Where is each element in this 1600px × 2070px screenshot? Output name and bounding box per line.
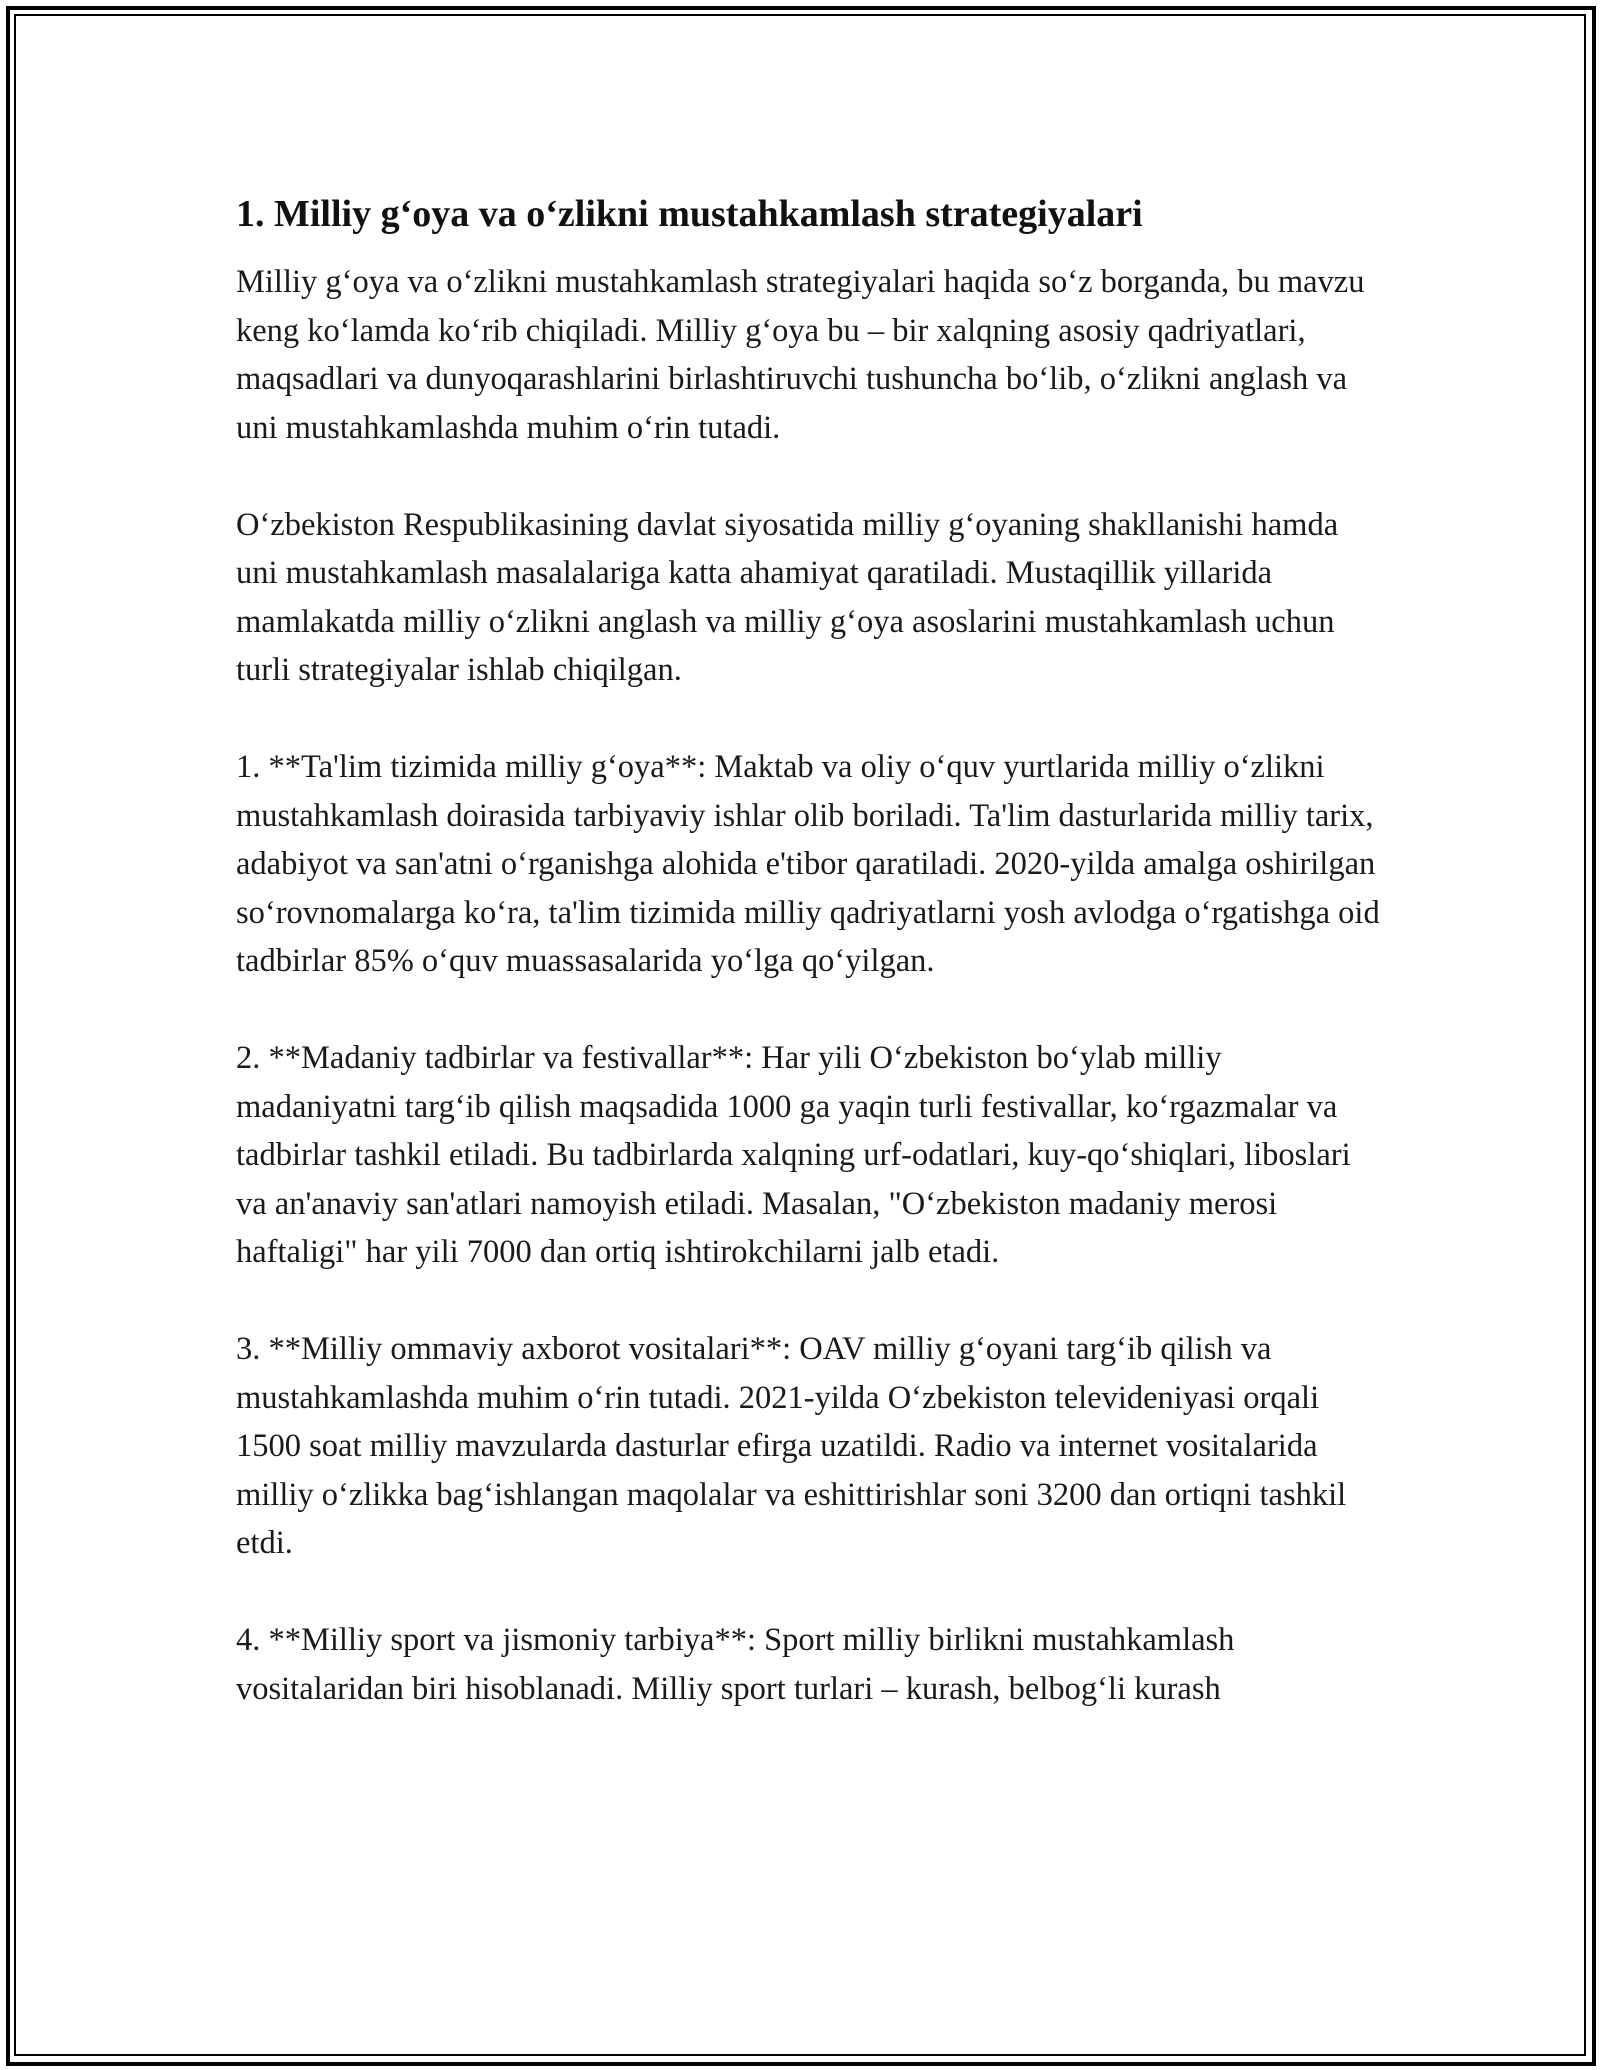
- paragraph-state-policy: O‘zbekiston Respublikasining davlat siyosatida milliy g‘oyaning shakllanishi hamda uni mustahkamlash masalalariga katta ahamiyat qaratiladi. Mustaqillik yillarida mamlakatda milliy o‘zlikni anglash va milliy g‘oya asoslarini mustahkamlash uchun turli strategiyalar ishlab chiqilgan.: [236, 506, 1339, 688]
- section-heading: 1. Milliy g‘oya va o‘zlikni mustahkamlash strategiyalari: [236, 193, 1143, 235]
- paragraph-education: 1. **Ta'lim tizimida milliy g‘oya**: Maktab va oliy o‘quv yurtlarida milliy o‘zlikni mustahkamlash doirasida tarbiyaviy ishlar olib boriladi. Ta'lim dasturlarida milliy tarix, adabiyot va san'atni o‘rganishga alohida e'tibor qaratiladi. 2020-yilda amalga oshirilgan so‘rovnomalarga ko‘ra, ta'lim tizimida milliy qadriyatlarni yosh avlodga o‘rgatishga oid tadbirlar 85% o‘quv muassasalarida yo‘lga qo‘yilgan.: [236, 749, 1380, 979]
- paragraph-sport: 4. **Milliy sport va jismoniy tarbiya**: Sport milliy birlikni mustahkamlash vositalaridan biri hisoblanadi. Milliy sport turlari – kurash, belbog‘li kurash: [236, 1622, 1235, 1707]
- paragraph-intro: Milliy g‘oya va o‘zlikni mustahkamlash strategiyalari haqida so‘z borganda, bu mavzu keng ko‘lamda ko‘rib chiqiladi. Milliy g‘oya bu – bir xalqning asosiy qadriyatlari, maqsadlari va dunyoqarashlarini birlashtiruvchi tushuncha bo‘lib, o‘zlikni anglash va uni mustahkamlashda muhim o‘rin tutadi.: [236, 264, 1365, 446]
- paragraph-cultural-events: 2. **Madaniy tadbirlar va festivallar**: Har yili O‘zbekiston bo‘ylab milliy madaniyatni targ‘ib qilish maqsadida 1000 ga yaqin turli festivallar, ko‘rgazmalar va tadbirlar tashkil etiladi. Bu tadbirlarda xalqning urf-odatlari, kuy-qo‘shiqlari, liboslari va an'anaviy san'atlari namoyish etiladi. Masalan, "O‘zbekiston madaniy merosi haftaligi" har yili 7000 dan ortiq ishtirokchilarni jalb etadi.: [236, 1040, 1351, 1270]
- paragraph-mass-media: 3. **Milliy ommaviy axborot vositalari**: OAV milliy g‘oyani targ‘ib qilish va mustahkamlashda muhim o‘rin tutadi. 2021-yilda O‘zbekiston televideniyasi orqali 1500 soat milliy mavzularda dasturlar efirga uzatildi. Radio va internet vositalarida milliy o‘zlikka bag‘ishlangan maqolalar va eshittirishlar soni 3200 dan ortiqni tashkil etdi.: [236, 1331, 1347, 1561]
- document-body: [236, 186, 1386, 1762]
